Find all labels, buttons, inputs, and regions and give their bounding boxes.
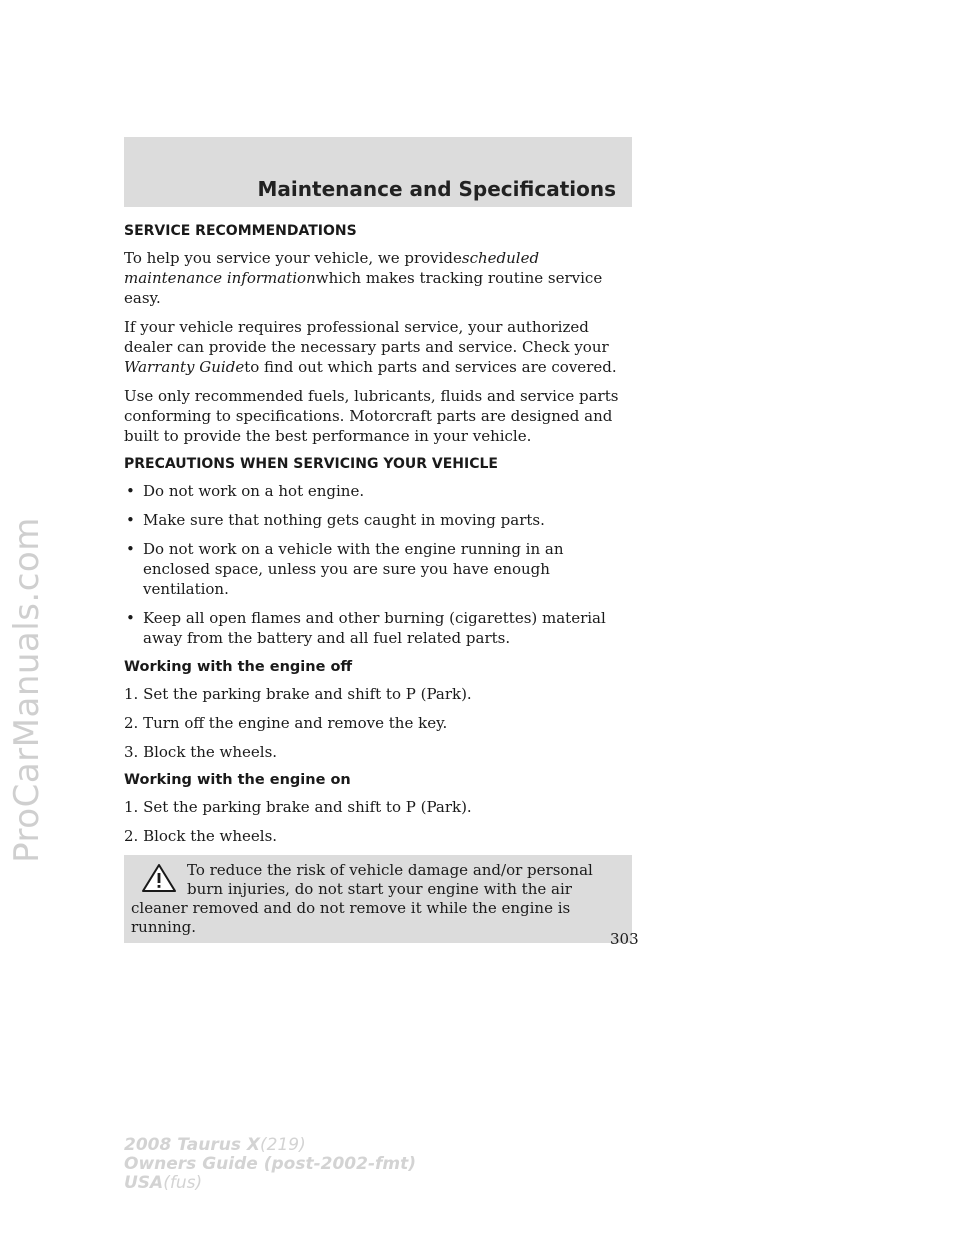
precautions-heading: PRECAUTIONS WHEN SERVICING YOUR VEHICLE	[124, 456, 498, 472]
bullet-icon: •	[126, 482, 135, 500]
bullet-icon: •	[126, 511, 135, 529]
list-item: • Do not work on a vehicle with the engine running in an enclosed space, unless you are sure you have enough ventilation.	[126, 540, 564, 598]
engine-on-heading: Working with the engine on	[124, 772, 351, 788]
page-content	[124, 222, 632, 943]
footer-line-2: Owners Guide (post-2002-fmt)	[124, 1154, 417, 1174]
list-item: • Keep all open flames and other burning (cigarettes) material away from the battery and all fuel related parts.	[126, 609, 606, 647]
service-paragraph-2: If your vehicle requires professional service, your authorized dealer can provide the necessary parts and service. Check your Warranty Guideto find out which parts and services are covered.	[124, 318, 617, 376]
engine-off-heading: Working with the engine off	[124, 659, 353, 675]
service-paragraph-3: Use only recommended fuels, lubricants, fluids and service parts conforming to specifications. Motorcraft parts are designed and built to provide the best performance in your vehicle.	[124, 387, 619, 445]
footer-line-3: USA(fus)	[124, 1173, 203, 1193]
precautions-list	[124, 481, 632, 648]
service-heading: SERVICE RECOMMENDATIONS	[124, 223, 357, 239]
section-title: Maintenance and Specifications	[257, 177, 616, 201]
watermark	[2, 440, 52, 940]
list-item: • Make sure that nothing gets caught in moving parts.	[126, 511, 545, 529]
step-item: 2. Block the wheels.	[124, 827, 278, 845]
warning-text: To reduce the risk of vehicle damage and/or personal burn injuries, do not start your engine with the air cleaner removed and do not remove it while the engine is running.	[131, 861, 593, 936]
step-item: 1. Set the parking brake and shift to P (Park).	[124, 685, 472, 703]
watermark-text: ProCarManuals.com	[7, 517, 47, 863]
footer-line-1: 2008 Taurus X(219)	[124, 1135, 306, 1155]
engine-on-steps	[124, 797, 632, 846]
step-item: 1. Set the parking brake and shift to P (Park).	[124, 798, 472, 816]
list-item: • Do not work on a hot engine.	[126, 482, 365, 500]
warning-triangle-icon	[141, 863, 177, 893]
step-item: 2. Turn off the engine and remove the key.	[124, 714, 448, 732]
bullet-icon: •	[126, 609, 135, 627]
document-footer	[124, 1136, 416, 1193]
scheduled-maintenance-term: scheduled maintenance information	[124, 249, 540, 287]
warning-box	[124, 855, 632, 943]
step-item: 3. Block the wheels.	[124, 743, 278, 761]
bullet-icon: •	[126, 540, 135, 558]
engine-off-steps	[124, 684, 632, 762]
warranty-guide-term: Warranty Guide	[124, 358, 245, 376]
section-header	[124, 137, 632, 207]
service-paragraph-1: To help you service your vehicle, we providescheduled maintenance informationwhich makes tracking routine service easy.	[124, 249, 603, 307]
page-number: 303	[610, 930, 639, 948]
